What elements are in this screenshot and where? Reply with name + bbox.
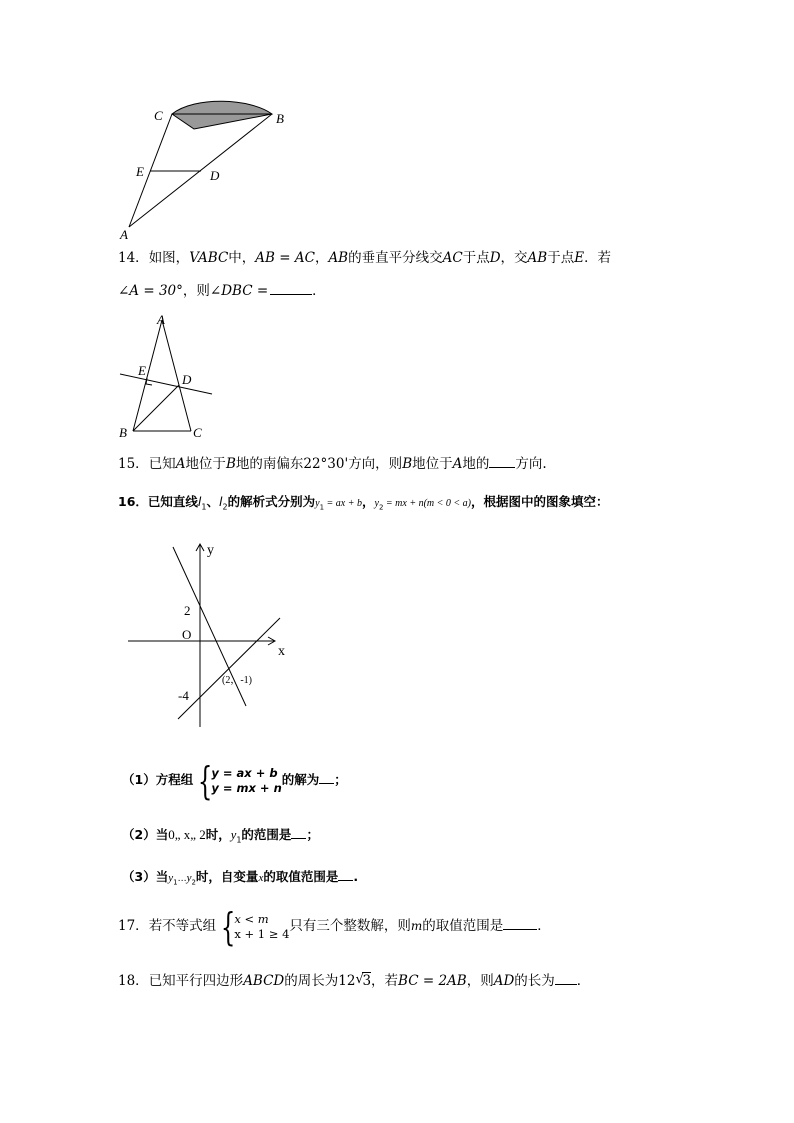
question-15: 15．已知A地位于B地的南偏东22°30'方向，则B地位于A地的 方向. xyxy=(118,456,547,472)
label-a: A xyxy=(120,227,128,242)
question-16-sub-1: （1）方程组 { y = ax + b y = mx + n 的解为 ； xyxy=(122,758,347,803)
answer-blank-18 xyxy=(555,972,577,985)
label-d: D xyxy=(210,168,220,183)
answer-blank-16-3 xyxy=(338,868,353,881)
question-18: 18．已知平行四边形ABCD的周长为12 √ 3，若BC = 2AB，则AD的长为 ． xyxy=(118,972,591,989)
question-14-line-1: 14．如图，VABC中，AB = AC，AB的垂直平分线交AC于点D，交AB于点E．若 xyxy=(118,250,612,266)
question-16-sub-3: （3）当$y_1\dots y_2$时，自变量x的取值范围是 . xyxy=(122,869,359,887)
shaded-segment xyxy=(172,101,272,129)
y-intercept-minus4-label: -4 xyxy=(178,688,189,703)
answer-blank-14 xyxy=(270,282,312,295)
label-a: A xyxy=(157,312,165,327)
question-16-sub-2: （2）当0„ x„ 2时，$y_1$的范围是 ； xyxy=(122,827,319,845)
x-axis-label: x xyxy=(278,644,285,659)
figure-13 xyxy=(110,92,300,242)
label-e: E xyxy=(138,363,146,378)
intersection-label: (2，-1) xyxy=(222,675,252,686)
answer-blank-17 xyxy=(503,917,537,930)
y-intercept-2-label: 2 xyxy=(184,603,191,618)
question-16: 16．已知直线$l_1$、$l_2$的解析式分别为$y_1$ = ax + b，$y_2$ = mx + n(m < 0 < a)，根据图中的图象填空： xyxy=(118,494,609,512)
answer-blank-15 xyxy=(489,455,515,468)
origin-label: O xyxy=(182,627,192,642)
question-14-line-2: ∠A = 30°，则∠DBC = ． xyxy=(118,283,326,299)
answer-blank-16-1 xyxy=(319,771,334,784)
label-e: E xyxy=(136,164,144,179)
segment-bd xyxy=(133,385,179,431)
label-d: D xyxy=(182,372,192,387)
graph-16 xyxy=(120,535,300,735)
figure-14 xyxy=(112,308,222,443)
question-17: 17．若不等式组 { x < m x + 1 ≥ 4 只有三个整数解，则m的取值范围是 ． xyxy=(118,904,551,949)
answer-blank-16-2 xyxy=(291,826,306,839)
label-b: B xyxy=(119,425,127,440)
y-axis-label: y xyxy=(207,543,214,558)
label-b: B xyxy=(276,111,284,126)
perpendicular-bisector xyxy=(120,374,212,394)
label-c: C xyxy=(193,425,202,440)
right-angle-mark xyxy=(146,378,152,385)
label-c: C xyxy=(154,108,163,123)
